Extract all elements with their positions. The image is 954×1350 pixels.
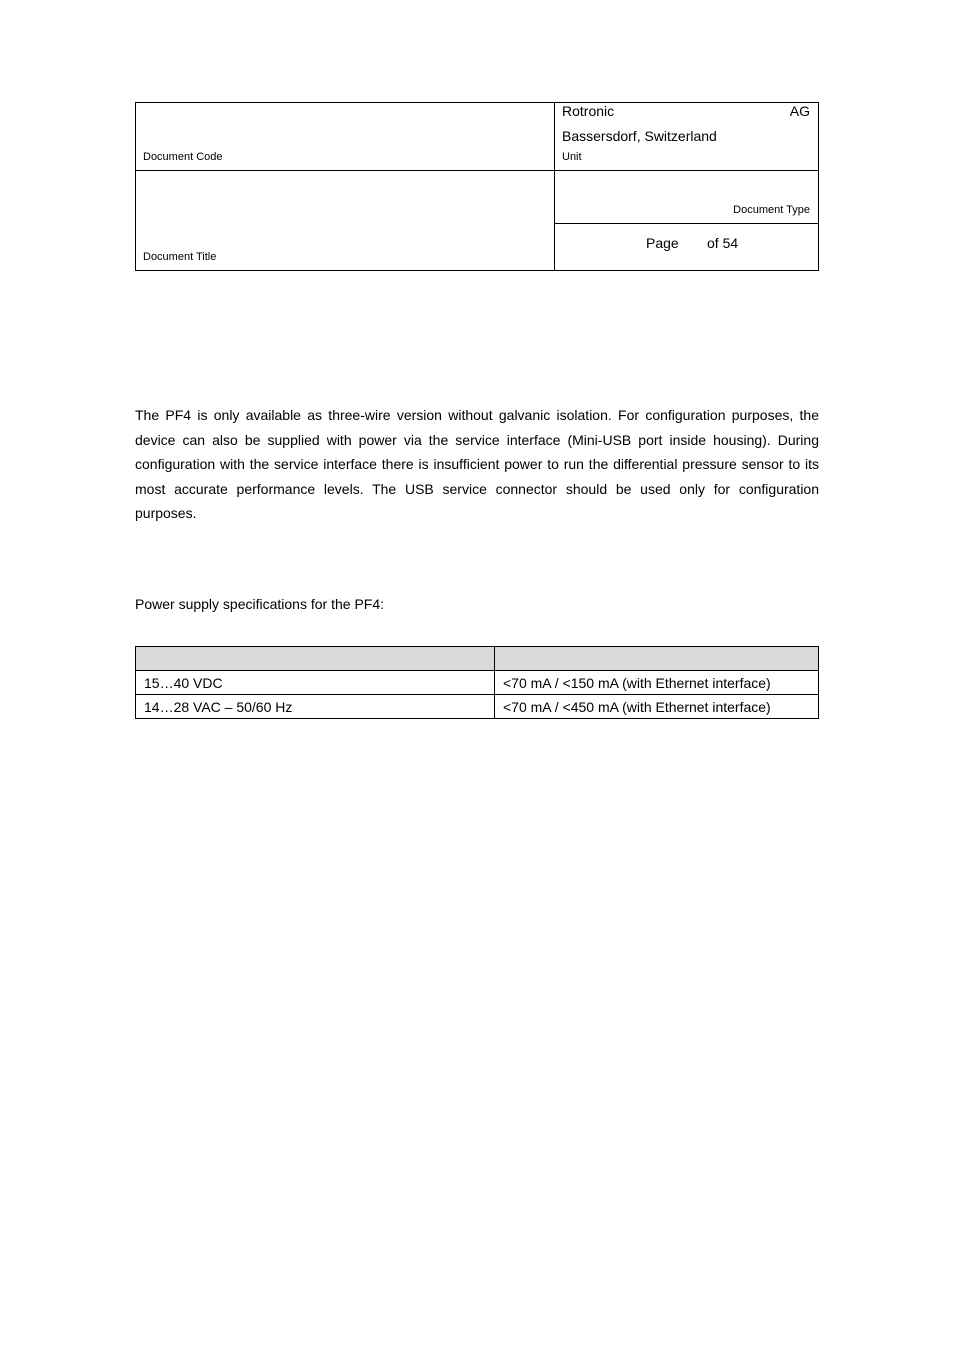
page-label: Page [646, 235, 679, 251]
table-header-row [136, 647, 819, 671]
power-spec-table [135, 646, 819, 719]
header-divider-page [554, 223, 818, 224]
voltage-cell: 14…28 VAC – 50/60 Hz [136, 695, 495, 719]
header-divider-row1 [136, 170, 818, 171]
table-header-cell [495, 647, 819, 671]
document-header-table [135, 102, 819, 271]
spec-intro-text: Power supply specifications for the PF4: [135, 596, 385, 612]
document-code-label: Document Code [143, 151, 223, 163]
document-title-label: Document Title [143, 251, 217, 263]
power-supply-paragraph: The PF4 is only available as three-wire version without galvanic isolation. For configuration purposes, the device can also be supplied with power via the service interface (Mini-USB port inside housing). During configuration with the service interface there is insufficient power to run the differential pressure sensor to its most accurate performance levels. The USB service connector should be used only for configuration purposes. [135, 407, 819, 521]
company-location: Bassersdorf, Switzerland [562, 128, 717, 144]
page-count: of 54 [707, 235, 739, 251]
document-type-label: Document Type [733, 204, 810, 216]
table-header-cell [136, 647, 495, 671]
unit-label: Unit [562, 151, 582, 163]
table-row [136, 671, 819, 695]
voltage-cell: 15…40 VDC [136, 671, 495, 695]
header-vertical-divider [554, 103, 555, 270]
current-cell: <70 mA / <450 mA (with Ethernet interface) [495, 695, 819, 719]
company-suffix: AG [789, 103, 810, 119]
table-row [136, 695, 819, 719]
company-name: Rotronic [562, 103, 615, 119]
current-cell: <70 mA / <150 mA (with Ethernet interface) [495, 671, 819, 695]
